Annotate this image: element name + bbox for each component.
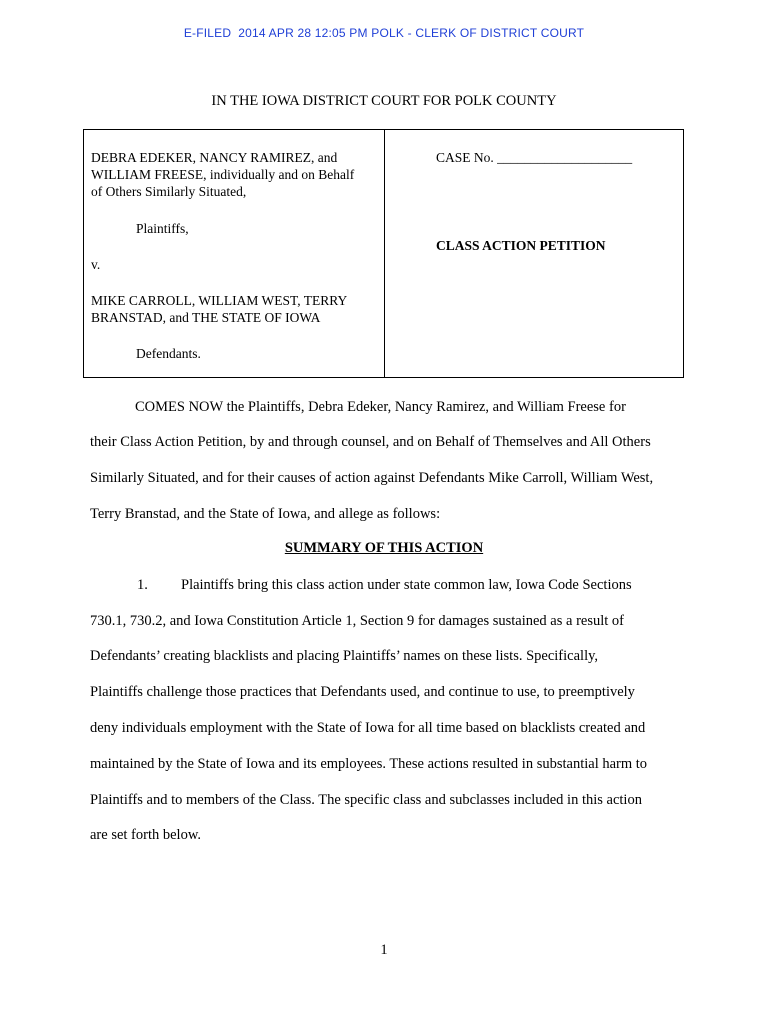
court-title: IN THE IOWA DISTRICT COURT FOR POLK COUNTY: [211, 93, 557, 109]
defendants-label: Defendants.: [136, 346, 201, 361]
defendant-line-1: MIKE CARROLL, WILLIAM WEST, TERRY: [91, 293, 348, 308]
intro-line-4: Terry Branstad, and the State of Iowa, and allege as follows:: [90, 506, 441, 522]
plaintiffs-label: Plaintiffs,: [136, 221, 189, 236]
plaintiff-line-3: of Others Similarly Situated,: [91, 184, 247, 199]
efiled-stamp: E-FILED 2014 APR 28 12:05 PM POLK - CLERK OF DISTRICT COURT: [183, 26, 585, 40]
paragraph-1-line-1: Plaintiffs bring this class action under state common law, Iowa Code Sections: [181, 577, 632, 593]
page-number: 1: [380, 942, 388, 958]
paragraph-1-line-4: Plaintiffs challenge those practices that Defendants used, and continue to use, to preemptively: [90, 684, 635, 700]
defendant-line-2: BRANSTAD, and THE STATE OF IOWA: [91, 310, 321, 325]
case-number: CASE No. ____________________: [436, 150, 633, 165]
paragraph-1-line-6: maintained by the State of Iowa and its employees. These actions resulted in substantial harm to: [90, 756, 648, 772]
paragraph-1-line-2: 730.1, 730.2, and Iowa Constitution Article 1, Section 9 for damages sustained as a result of: [90, 613, 624, 629]
paragraph-1-line-3: Defendants’ creating blacklists and placing Plaintiffs’ names on these lists. Specifically,: [90, 648, 599, 664]
versus-label: v.: [91, 257, 101, 272]
intro-line-1: COMES NOW the Plaintiffs, Debra Edeker, Nancy Ramirez, and William Freese for: [135, 399, 626, 415]
intro-line-3: Similarly Situated, and for their causes of action against Defendants Mike Carroll, William West,: [90, 470, 654, 486]
petition-title: CLASS ACTION PETITION: [436, 238, 606, 253]
plaintiff-line-1: DEBRA EDEKER, NANCY RAMIREZ, and: [91, 150, 338, 165]
paragraph-1-line-7: Plaintiffs and to members of the Class. The specific class and subclasses included in this action: [90, 792, 642, 808]
plaintiff-line-2: WILLIAM FREESE, individually and on Behalf: [91, 167, 355, 182]
paragraph-number: 1.: [137, 577, 148, 593]
intro-line-2: their Class Action Petition, by and through counsel, and on Behalf of Themselves and All Others: [90, 434, 651, 450]
paragraph-1-line-8: are set forth below.: [90, 827, 201, 843]
section-heading: SUMMARY OF THIS ACTION: [284, 540, 484, 556]
caption-divider: [384, 130, 385, 377]
paragraph-1-line-5: deny individuals employment with the State of Iowa for all time based on blacklists created and: [90, 720, 646, 736]
case-caption-box: [83, 129, 684, 378]
